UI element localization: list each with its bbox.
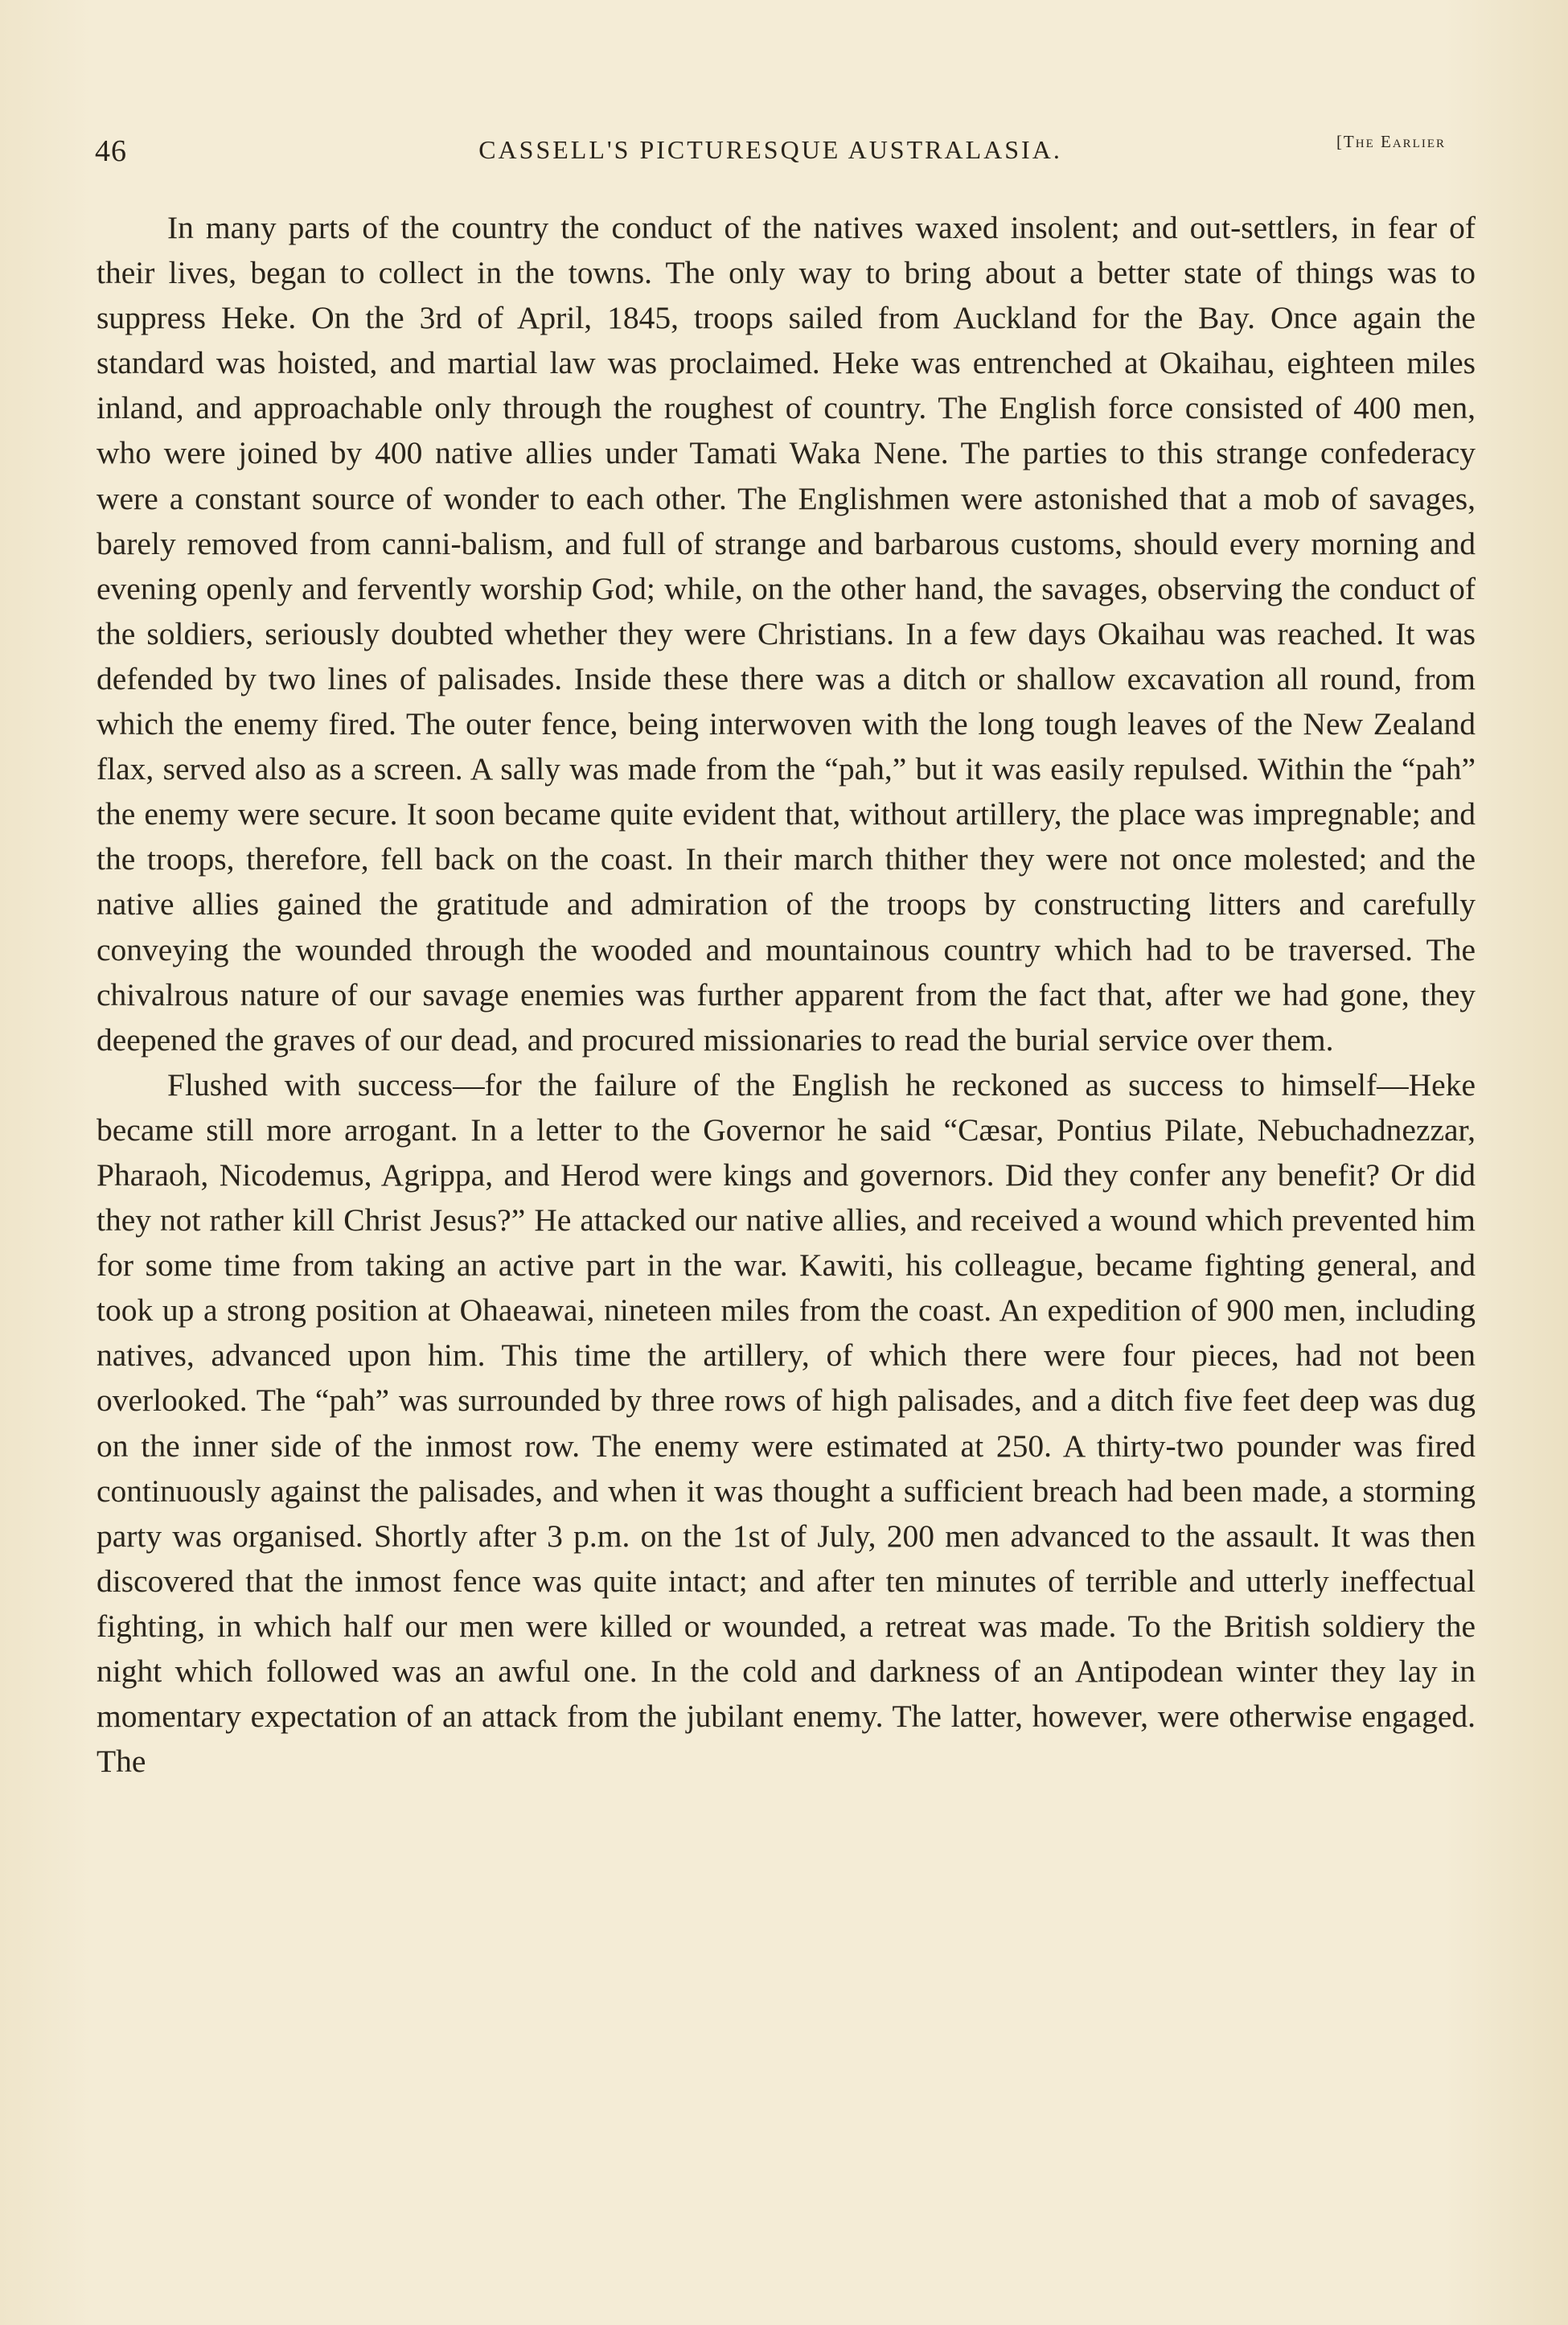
page-header bbox=[95, 129, 1446, 177]
page-number: 46 bbox=[95, 134, 127, 168]
paragraph-2: Flushed with success—for the failure of the English he reckoned as success to himself—Heke became still more arrogant. In a letter to the Governor he said “Cæsar, Pontius Pilate, Nebuchadnezzar, Pharaoh, Nicodemus, Agrippa, and Herod were kings and governors. Did they confer any benefit? Or did they not rather kill Christ Jesus?” He attacked our native allies, and received a wound which prevented him for some time from taking an active part in the war. Kawiti, his colleague, became fighting general, and took up a strong position at Ohaeawai, nineteen miles from the coast. An expedition of 900 men, including natives, advanced upon him. This time the artillery, of which there were four pieces, had not been overlooked. The “pah” was surrounded by three rows of high palisades, and a ditch five feet deep was dug on the inner side of the inmost row. The enemy were estimated at 250. A thirty-two pounder was fired continuously against the palisades, and when it was thought a sufficient breach had been made, a storming party was organised. Shortly after 3 p.m. on the 1st of July, 200 men advanced to the assault. It was then discovered that the inmost fence was quite intact; and after ten minutes of terrible and utterly ineffectual fighting, in which half our men were killed or wounded, a retreat was made. To the British soldiery the night which followed was an awful one. In the cold and darkness of an Antipodean winter they lay in momentary expectation of an attack from the jubilant enemy. The latter, however, were otherwise engaged. The bbox=[96, 1066, 1476, 1780]
section-label: [The Earlier bbox=[1336, 132, 1446, 151]
paragraph-1: In many parts of the country the conduct of the natives waxed insolent; and out-settlers, in fear of their lives, began to collect in the towns. The only way to bring about a better state of things was to suppress Heke. On the 3rd of April, 1845, troops sailed from Auckland for the Bay. Once again the standard was hoisted, and martial law was proclaimed. Heke was entrenched at Okaihau, eighteen miles inland, and approachable only through the roughest of country. The English force consisted of 400 men, who were joined by 400 native allies under Tamati Waka Nene. The parties to this strange confederacy were a constant source of wonder to each other. The Englishmen were astonished that a mob of savages, barely removed from canni-balism, and full of strange and barbarous customs, should every morning and evening openly and fervently worship God; while, on the other hand, the savages, observing the conduct of the soldiers, seriously doubted whether they were Christians. In a few days Okaihau was reached. It was defended by two lines of palisades. Inside these there was a ditch or shallow excavation all round, from which the enemy fired. The outer fence, being interwoven with the long tough leaves of the New Zealand flax, served also as a screen. A sally was made from the “pah,” but it was easily repulsed. Within the “pah” the enemy were secure. It soon became quite evident that, without artillery, the place was impregnable; and the troops, therefore, fell back on the coast. In their march thither they were not once molested; and the native allies gained the gratitude and admiration of the troops by constructing litters and carefully conveying the wounded through the wooded and mountainous country which had to be traversed. The chivalrous nature of our savage enemies was further apparent from the fact that, after we had gone, they deepened the graves of our dead, and procured missionaries to read the burial service over them. bbox=[96, 210, 1476, 1058]
running-title: CASSELL'S PICTURESQUE AUSTRALASIA. bbox=[478, 135, 1062, 164]
body-text bbox=[96, 205, 1476, 1784]
